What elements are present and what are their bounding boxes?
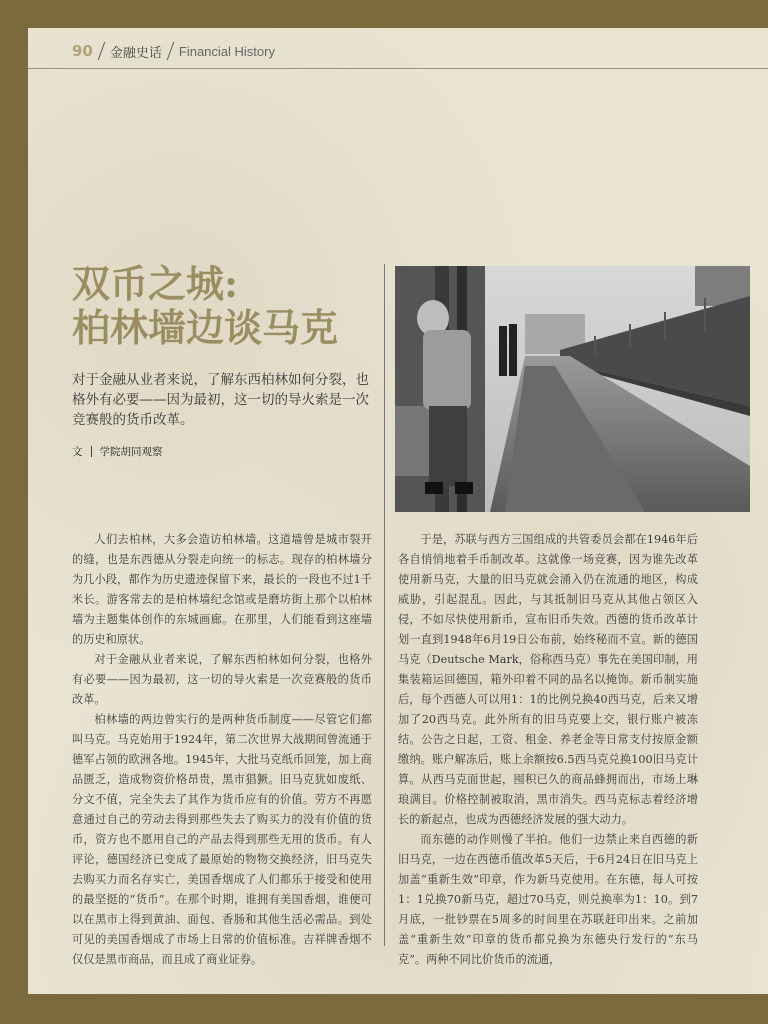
section-title-en: Financial History [178,43,275,59]
byline-divider [91,446,92,457]
byline-author: 学院胡同观察 [99,446,163,458]
body-paragraph: 柏林墙的两边曾实行的是两种货币制度——尽管它们都叫马克。马克始用于1924年，第二次世界大战期间曾流通于德军占领的欧洲各地。1945年，大批马克纸币回笼，加上商品匮乏，造成物资价格昂贵，黑市猖獗。旧马克犹如废纸、分文不值，完全失去了其作为货币应有的价值。劳方不再愿意通过自己的劳动去得到那些失去了购买力的没有价值的货币，资方也不愿用自己的产品去得到那些无用的货币。有人评论，德国经济已变成了最原始的物物交换经济，旧马克失去购买力而名存实亡，美国香烟成了人们都乐于接受和使用的最坚挺的“货币”。在那个时期，谁拥有美国香烟，谁便可以在黑市上得到黄油、面包、香肠和其他生活必需品。到处可见的美国香烟成了市场上日常的价值标准。吉祥牌香烟不仅仅是黑市商品，而且成了商业证券。 [72,713,372,966]
body-column-left [72,530,372,970]
page-number: 90 [72,42,93,60]
berlin-wall-photo [395,266,750,512]
title-line-2: 柏林墙边谈马克 [72,305,339,350]
section-title-cn: 金融史话 [109,45,162,61]
body-paragraph: 人们去柏林，大多会造访柏林墙。这道墙曾是城市裂开的缝，也是东西德从分裂走向统一的标志。现存的柏林墙分为几小段，都作为历史遗迹保留下来，最长的一段也不过1千米长。游客常去的是柏林墙纪念馆或是磨坊街上那个以柏林墙为主题集体创作的东城画廊。在那里，人们能看到这座墙的历史和原状。 [72,533,372,646]
byline [72,444,372,459]
header-divider [98,42,106,60]
body-column-right [398,530,698,970]
magazine-page [28,28,768,994]
running-header [72,38,275,64]
article-lede: 对于金融从业者来说，了解东西柏林如何分裂，也格外有必要——因为最初，这一切的导火索是一次竞赛般的货币改革。 [72,372,369,428]
article-title [72,262,372,350]
title-block [72,262,372,459]
column-rule [384,264,385,946]
byline-label: 文 [72,446,83,458]
header-rule [28,68,768,69]
photo-illustration [395,266,750,512]
body-paragraph: 对于金融从业者来说，了解东西柏林如何分裂，也格外有必要——因为最初，这一切的导火索是一次竞赛般的货币改革。 [72,653,372,706]
title-line-1: 双币之城: [72,261,239,306]
body-paragraph: 而东德的动作则慢了半拍。他们一边禁止来自西德的新旧马克，一边在西德币值改革5天后，于6月24日在旧马克上加盖“重新生效”印章，作为新马克使用。在东德，每人可按1：1兑换70新马克，超过70马克，则兑换率为1：10。到7月底，一批钞票在5周多的时间里在苏联赶印出来。之前加盖“重新生效”印章的货币都兑换为东德央行发行的“东马克”。两种不同比价货币的流通， [398,833,698,966]
body-paragraph: 于是，苏联与西方三国组成的共管委员会都在1946年后各自悄悄地着手币制改革。这就像一场竞赛，因为谁先改革使用新马克，大量的旧马克就会涌入仍在流通的地区，构成威胁，引起混乱。因此，与其抵制旧马克从其他占领区入侵，不如尽快使用新币，宣布旧币失效。西德的货币改革计划一直到1948年6月19日公布前，始终秘而不宣。新的德国马克（Deutsche Mark，俗称西马克）事先在美国印制，用集装箱运回德国，箱外印着不同的品名以掩饰。新币制实施后，每个西德人可以用1：1的比例兑换40西马克，后来又增加了20西马克。此外所有的旧马克要上交，银行账户被冻结。公告之日起，工资、租金、养老金等日常支付按原金额缴纳。账户解冻后，账上余额按6.5西马克兑换100旧马克计算。从西马克面世起，囤积已久的商品蜂拥而出，市场上琳琅满目。价格控制被取消，黑市消失。西马克标志着经济增长的新起点，也成为西德经济发展的强大动力。 [398,533,698,826]
header-divider [167,42,175,60]
